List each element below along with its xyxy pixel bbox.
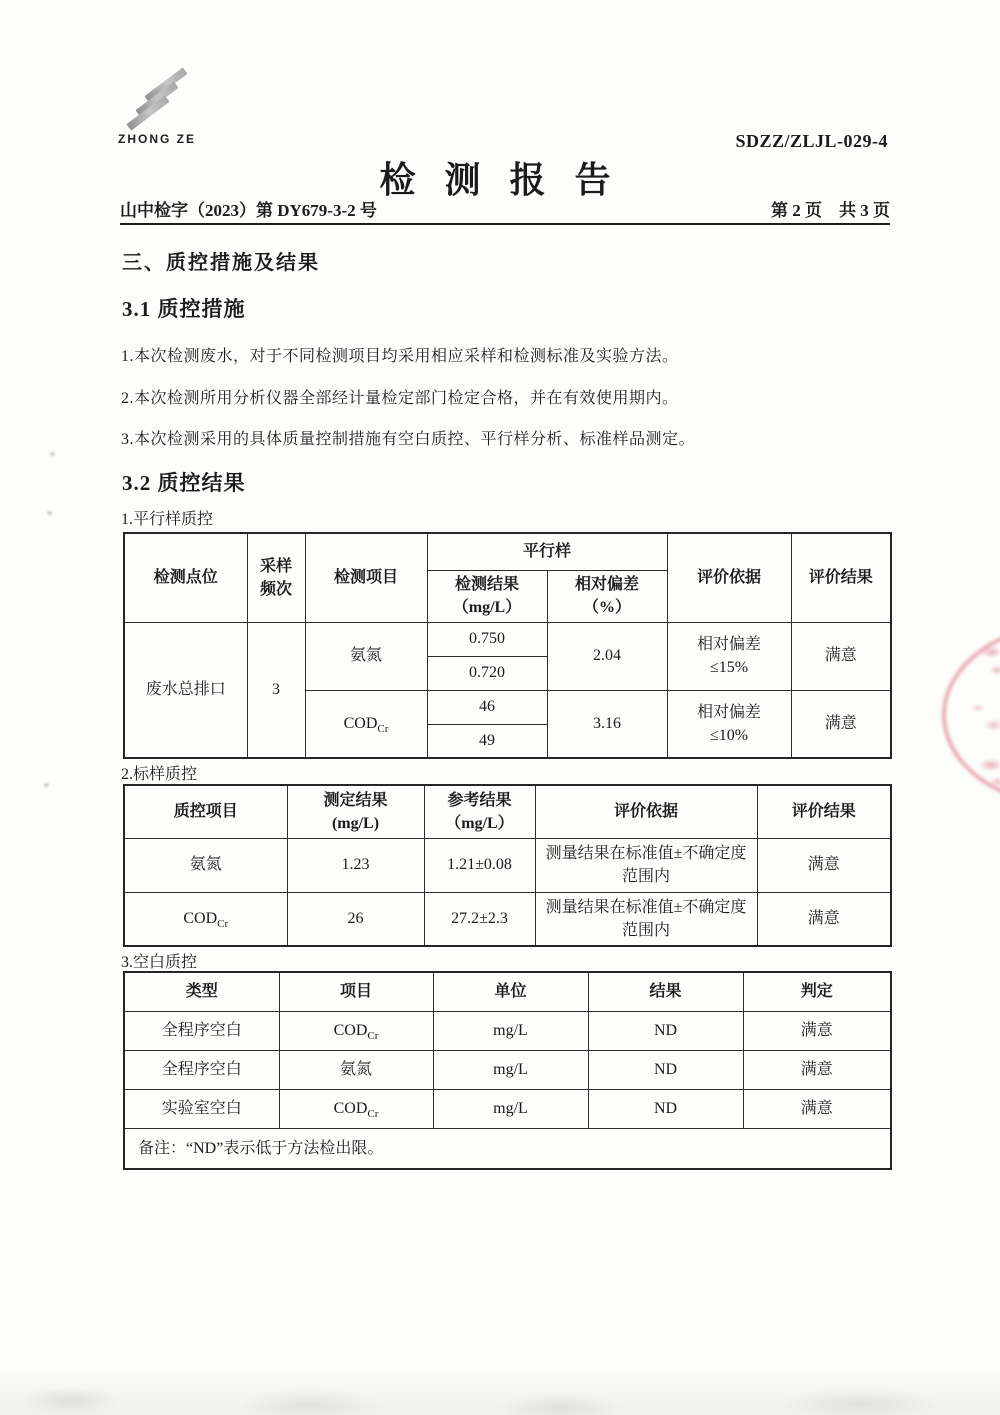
cell-value: 0.720 — [427, 656, 547, 690]
cell-basis: 测量结果在标准值±不确定度范围内 — [535, 892, 757, 946]
table-row — [124, 1089, 891, 1128]
cell-item-cod — [305, 690, 427, 758]
col-header-item: 质控项目 — [124, 785, 287, 838]
table-row — [124, 622, 891, 656]
basis-line1: 相对偏差 — [697, 703, 762, 721]
table-row — [124, 838, 891, 892]
cell-type: 实验室空白 — [124, 1089, 279, 1128]
cell-basis: 测量结果在标准值±不确定度范围内 — [535, 838, 757, 892]
cell-item-nh3n — [124, 838, 287, 892]
item-name: COD — [333, 1021, 368, 1039]
cell-judgement: 满意 — [743, 1011, 891, 1050]
cell-reference: 1.21±0.08 — [424, 838, 535, 892]
subsection-heading-qc-measures: 3.1 质控措施 — [122, 297, 246, 321]
standard-sample-table — [123, 784, 892, 947]
col-header-result-unit: （mg/L） — [452, 599, 522, 616]
col-header-basis: 评价依据 — [535, 785, 757, 838]
cell-item-cod — [124, 892, 287, 946]
col-header-reference-unit: （mg/L） — [445, 814, 514, 832]
cell-unit: mg/L — [433, 1011, 588, 1050]
col-header-basis: 评价依据 — [667, 533, 791, 622]
col-header-deviation — [547, 570, 667, 622]
cell-result: ND — [588, 1011, 743, 1050]
cell-item — [279, 1089, 433, 1128]
item-name: 氨氮 — [349, 647, 382, 665]
scan-speck — [47, 511, 52, 515]
blank-table-label: 3.空白质控 — [121, 954, 198, 971]
page-indicator: 第 2 页 共 3 页 — [771, 201, 890, 220]
cell-result: ND — [588, 1050, 743, 1089]
col-header-point: 检测点位 — [124, 533, 247, 622]
company-logo — [118, 80, 228, 146]
cell-conclusion: 满意 — [757, 892, 891, 946]
col-header-item: 检测项目 — [305, 533, 427, 622]
standard-table-label: 2.标样质控 — [121, 766, 198, 783]
basis-line1: 相对偏差 — [697, 635, 762, 653]
col-header-result — [427, 570, 547, 622]
table-row — [124, 1011, 891, 1050]
item-subscript: Cr — [377, 723, 389, 736]
col-header-item: 项目 — [279, 972, 433, 1011]
cell-unit: mg/L — [433, 1050, 588, 1089]
col-header-result: 结果 — [588, 972, 743, 1011]
basis-line2: ≤15% — [709, 659, 749, 676]
parallel-sample-table — [123, 532, 892, 759]
parallel-table-label: 1.平行样质控 — [121, 511, 214, 528]
table-header-row — [124, 972, 891, 1011]
section-heading: 三、质控措施及结果 — [122, 252, 320, 274]
col-header-measured — [287, 785, 424, 838]
cell-type: 全程序空白 — [124, 1050, 279, 1089]
item-subscript: Cr — [367, 1108, 379, 1121]
col-header-reference-line1: 参考结果 — [447, 791, 512, 809]
scan-bottom-shadow — [0, 1363, 1000, 1415]
item-name: COD — [333, 1099, 368, 1117]
logo-brand-text: ZHONG ZE — [118, 132, 196, 146]
scan-speck — [44, 783, 49, 787]
cell-judgement: 满意 — [743, 1089, 891, 1128]
page-title: 检 测 报 告 — [379, 160, 621, 200]
qc-measure-item-2: 2.本次检测所用分析仪器全部经计量检定部门检定合格，并在有效使用期内。 — [121, 390, 679, 407]
red-stamp-fragment — [930, 612, 1000, 812]
item-name: COD — [343, 715, 378, 733]
cell-item — [279, 1050, 433, 1089]
blank-sample-table — [123, 971, 892, 1170]
item-subscript: Cr — [217, 918, 229, 931]
cell-measured: 1.23 — [287, 838, 424, 892]
document-code: SDZZ/ZLJL-029-4 — [735, 131, 888, 151]
col-header-type: 类型 — [124, 972, 279, 1011]
table-header-row — [124, 785, 891, 838]
table-header-row — [124, 533, 891, 570]
col-header-judgement: 判定 — [743, 972, 891, 1011]
cell-item — [279, 1011, 433, 1050]
col-header-conclusion: 评价结果 — [757, 785, 891, 838]
cell-measured: 26 — [287, 892, 424, 946]
cell-conclusion: 满意 — [757, 838, 891, 892]
item-name: 氨氮 — [339, 1060, 372, 1078]
cell-point: 废水总排口 — [124, 622, 247, 758]
table-row — [124, 1050, 891, 1089]
report-number: 山中检字（2023）第 DY679-3-2 号 — [120, 201, 377, 220]
col-header-frequency-line2: 频次 — [259, 580, 292, 598]
item-name: COD — [183, 910, 218, 928]
cell-item-nh3n — [305, 622, 427, 690]
table-note: 备注：“ND”表示低于方法检出限。 — [124, 1128, 891, 1169]
qc-measure-item-3: 3.本次检测采用的具体质量控制措施有空白质控、平行样分析、标准样品测定。 — [121, 431, 696, 448]
col-header-deviation-line1: 相对偏差 — [575, 575, 640, 593]
cell-value: 49 — [427, 724, 547, 758]
item-name: 氨氮 — [189, 856, 222, 874]
cell-judgement: 满意 — [743, 1050, 891, 1089]
col-header-frequency — [247, 533, 305, 622]
basis-line2: ≤10% — [709, 726, 749, 744]
col-header-measured-unit: (mg/L) — [331, 814, 380, 832]
col-header-measured-line1: 测定结果 — [323, 791, 388, 809]
cell-deviation: 3.16 — [547, 690, 667, 758]
cell-type: 全程序空白 — [124, 1011, 279, 1050]
table-note-row — [124, 1128, 891, 1169]
scan-speck — [50, 452, 55, 456]
col-header-result-line1: 检测结果 — [454, 575, 519, 593]
cell-basis — [667, 622, 791, 690]
cell-deviation: 2.04 — [547, 622, 667, 690]
col-header-frequency-line1: 采样 — [259, 557, 292, 575]
cell-result: ND — [588, 1089, 743, 1128]
cell-frequency: 3 — [247, 622, 305, 758]
cell-value: 46 — [427, 690, 547, 724]
cell-basis — [667, 690, 791, 758]
col-header-unit: 单位 — [433, 972, 588, 1011]
cell-unit: mg/L — [433, 1089, 588, 1128]
col-header-reference — [424, 785, 535, 838]
col-header-deviation-unit: （%） — [583, 599, 632, 616]
col-header-conclusion: 评价结果 — [791, 533, 891, 622]
item-subscript: Cr — [367, 1030, 379, 1043]
subsection-heading-qc-results: 3.2 质控结果 — [122, 471, 246, 495]
cell-value: 0.750 — [427, 622, 547, 656]
col-header-parallel-group: 平行样 — [427, 533, 667, 570]
cell-reference: 27.2±2.3 — [424, 892, 535, 946]
table-row — [124, 892, 891, 946]
cell-conclusion: 满意 — [791, 690, 891, 758]
header-meta-row — [120, 196, 890, 225]
logo-mark-icon — [124, 80, 194, 126]
qc-measure-item-1: 1.本次检测废水，对于不同检测项目均采用相应采样和检测标准及实验方法。 — [121, 348, 679, 365]
cell-conclusion: 满意 — [791, 622, 891, 690]
